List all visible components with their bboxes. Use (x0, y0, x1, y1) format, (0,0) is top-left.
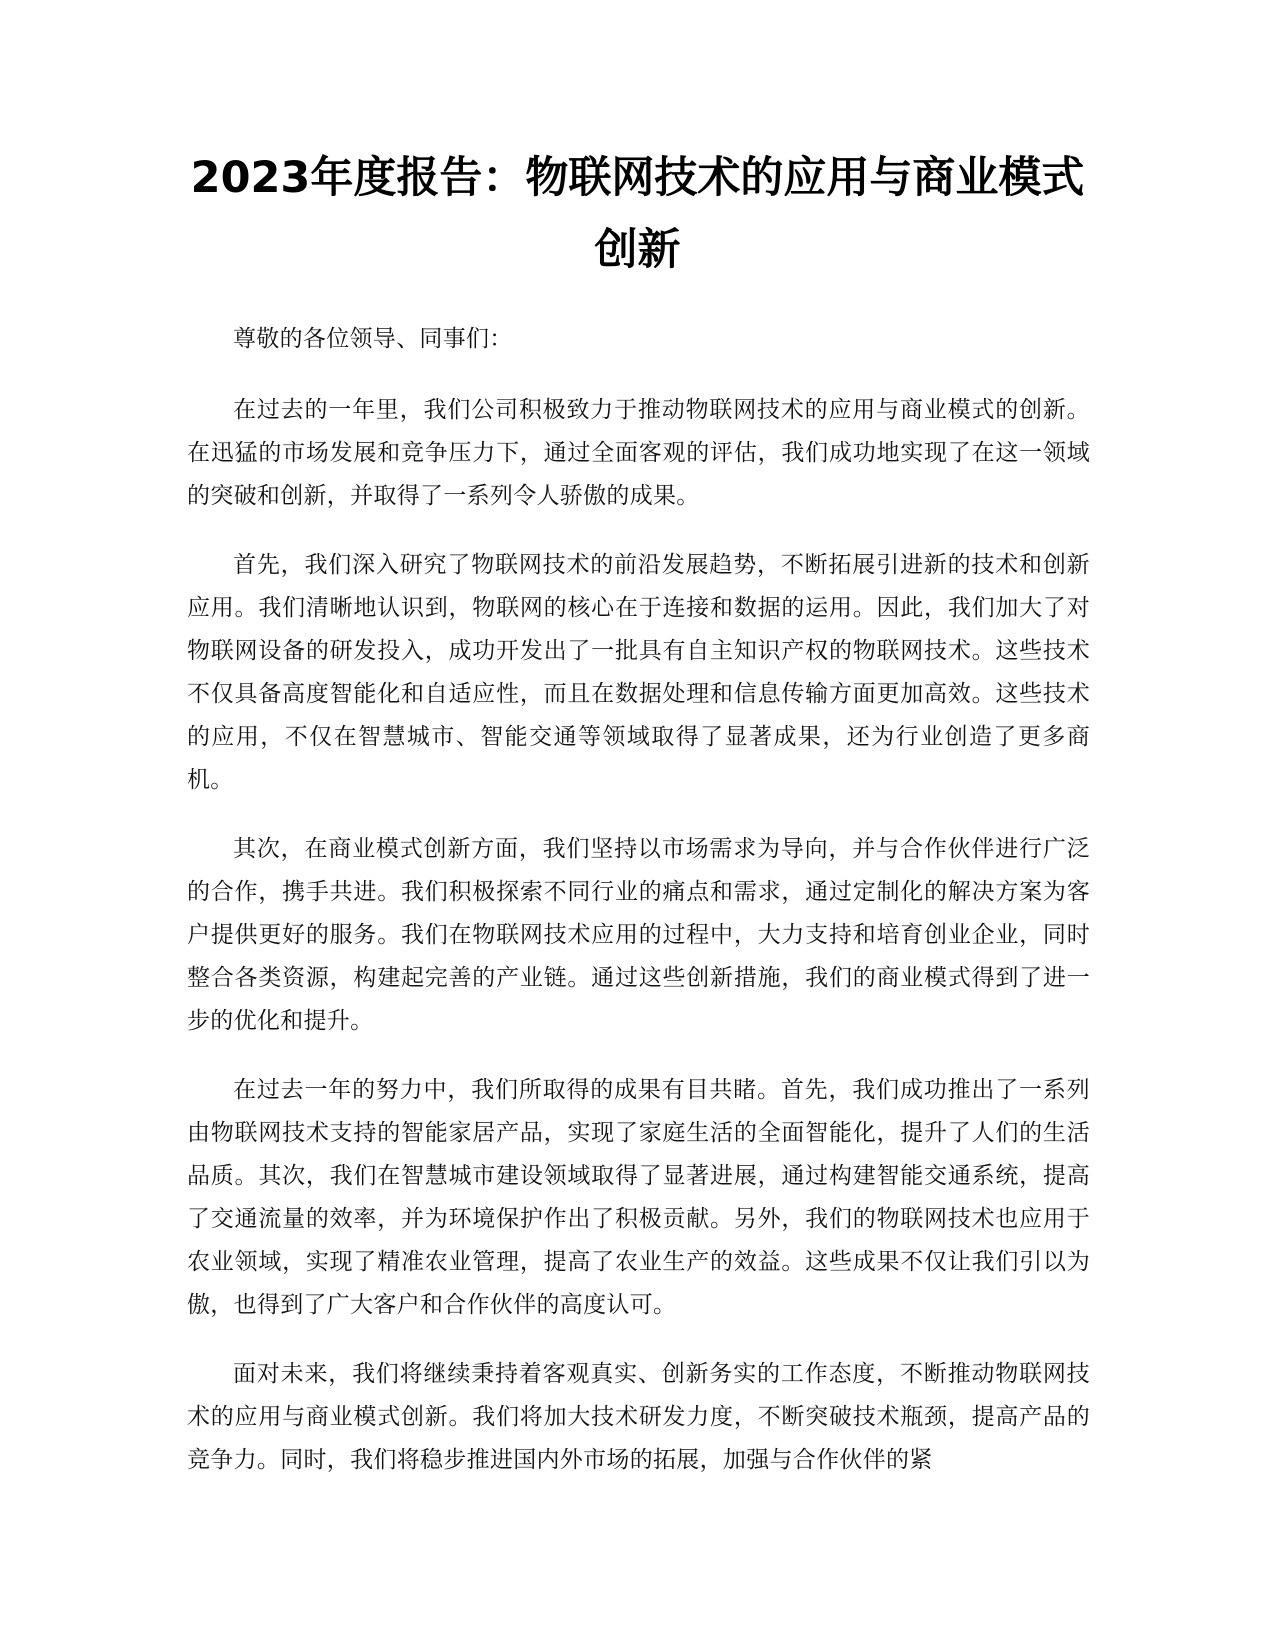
salutation: 尊敬的各位领导、同事们： (233, 326, 513, 352)
paragraph-business-model: 其次，在商业模式创新方面，我们坚持以市场需求为导向，并与合作伙伴进行广泛的合作，携手共进。我们积极探索不同行业的痛点和需求，通过定制化的解决方案为客户提供更好的服务。我们在物联网技术应用的过程中，大力支持和培育创业企业，同时整合各类资源，构建起完善的产业链。通过这些创新措施，我们的商业模式得到了进一步的优化和提升。 (187, 836, 1090, 1034)
document-title: 2023年度报告：物联网技术的应用与商业模式创新 (190, 153, 1085, 275)
paragraph-intro: 在过去的一年里，我们公司积极致力于推动物联网技术的应用与商业模式的创新。在迅猛的市场发展和竞争压力下，通过全面客观的评估，我们成功地实现了在这一领域的突破和创新，并取得了一系列令人骄傲的成果。 (187, 397, 1090, 509)
paragraph-future: 面对未来，我们将继续秉持着客观真实、创新务实的工作态度，不断推动物联网技术的应用与商业模式创新。我们将加大技术研发力度，不断突破技术瓶颈，提高产品的竞争力。同时，我们将稳步推进国内外市场的拓展，加强与合作伙伴的紧 (187, 1361, 1090, 1473)
paragraph-achievements: 在过去一年的努力中，我们所取得的成果有目共睹。首先，我们成功推出了一系列由物联网技术支持的智能家居产品，实现了家庭生活的全面智能化，提升了人们的生活品质。其次，我们在智慧城市建设领域取得了显著进展，通过构建智能交通系统，提高了交通流量的效率，并为环境保护作出了积极贡献。另外，我们的物联网技术也应用于农业领域，实现了精准农业管理，提高了农业生产的效益。这些成果不仅让我们引以为傲，也得到了广大客户和合作伙伴的高度认可。 (187, 1077, 1090, 1318)
paragraph-technology: 首先，我们深入研究了物联网技术的前沿发展趋势，不断拓展引进新的技术和创新应用。我们清晰地认识到，物联网的核心在于连接和数据的运用。因此，我们加大了对物联网设备的研发投入，成功开发出了一批具有自主知识产权的物联网技术。这些技术不仅具备高度智能化和自适应性，而且在数据处理和信息传输方面更加高效。这些技术的应用，不仅在智慧城市、智能交通等领域取得了显著成果，还为行业创造了更多商机。 (187, 552, 1090, 793)
document-body (187, 318, 1090, 1508)
